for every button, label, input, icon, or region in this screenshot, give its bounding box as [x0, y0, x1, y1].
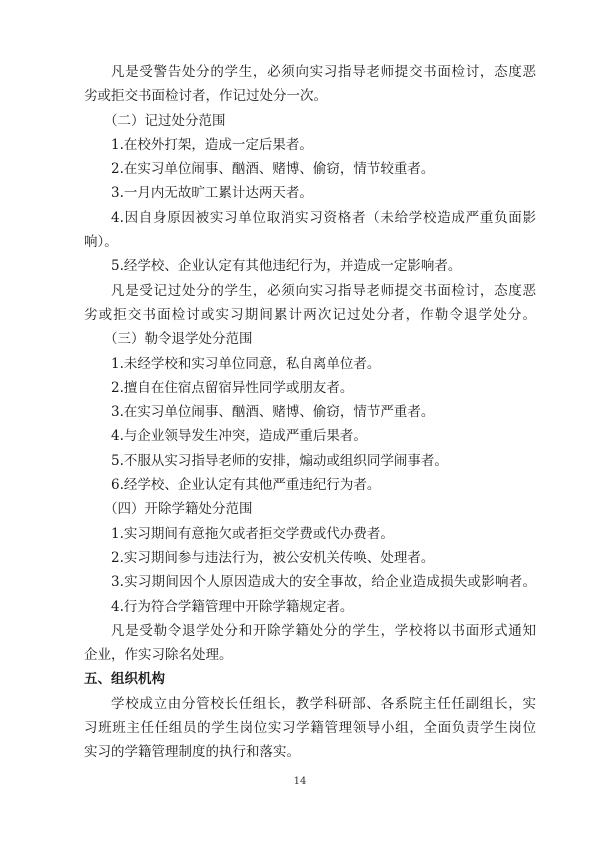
- subsection-heading: （二）记过处分范围: [104, 112, 226, 129]
- text-line: 凡是受警告处分的学生，必须向实习指导老师提交书面检讨，态度恶: [111, 64, 536, 80]
- text-line: 学校成立由分管校长任组长，教学科研部、各系院主任任副组长，实: [111, 695, 536, 712]
- text-line: 4.因自身原因被实习单位取消实习资格者（未给学校造成严重负面影: [111, 209, 536, 226]
- text-line: 4.行为符合学籍管理中开除学籍规定者。: [111, 598, 354, 615]
- text-line: 劣或拒交书面检讨或实习期间累计两次记过处分者，作勒令退学处分。: [84, 306, 536, 323]
- text-line: 5.经学校、企业认定有其他违纪行为，并造成一定影响者。: [111, 258, 462, 275]
- text-line: 2.实习期间参与违法行为，被公安机关传唤、处理者。: [111, 549, 435, 566]
- subsection-heading: （三）勒令退学处分范围: [104, 331, 253, 348]
- text-line: 5.不服从实习指导老师的安排，煽动或组织同学闹事者。: [111, 452, 448, 469]
- text-line: 凡是受记过处分的学生，必须向实习指导老师提交书面检讨，态度恶: [111, 282, 536, 299]
- text-line: 劣或拒交书面检讨者，作记过处分一次。: [84, 88, 327, 105]
- text-line: 1.在校外打架，造成一定后果者。: [111, 136, 313, 153]
- page-number: 14: [293, 776, 307, 787]
- text-line: 6.经学校、企业认定有其他严重违纪行为者。: [111, 477, 381, 494]
- text-line: 4.与企业领导发生冲突，造成严重后果者。: [111, 428, 367, 445]
- text-line: 响）。: [84, 234, 118, 251]
- text-line: 实习的学籍管理制度的执行和落实。: [84, 744, 300, 761]
- text-line: 1.未经学校和实习单位同意，私自离单位者。: [111, 355, 381, 372]
- section-heading: 五、组织机构: [84, 671, 165, 688]
- text-line: 1.实习期间有意拖欠或者拒交学费或代办费者。: [111, 525, 394, 542]
- subsection-heading: （四）开除学籍处分范围: [104, 501, 253, 518]
- text-line: 3.一月内无故旷工累计达两天者。: [111, 185, 313, 202]
- text-line: 企业，作实习除名处理。: [84, 647, 233, 664]
- text-line: 2.擅自在住宿点留宿异性同学或朋友者。: [111, 379, 354, 396]
- text-line: 凡是受勒令退学处分和开除学籍处分的学生，学校将以书面形式通知: [111, 622, 536, 639]
- text-line: 2.在实习单位闹事、酗酒、赌博、偷窃，情节较重者。: [111, 161, 435, 178]
- text-line: 3.在实习单位闹事、酗酒、赌博、偷窃，情节严重者。: [111, 404, 435, 421]
- text-line: 习班班主任任组员的学生岗位实习学籍管理领导小组，全面负责学生岗位: [84, 720, 536, 737]
- document-body: [84, 60, 536, 765]
- text-line: 3.实习期间因个人原因造成大的安全事故，给企业造成损失或影响者。: [111, 574, 536, 591]
